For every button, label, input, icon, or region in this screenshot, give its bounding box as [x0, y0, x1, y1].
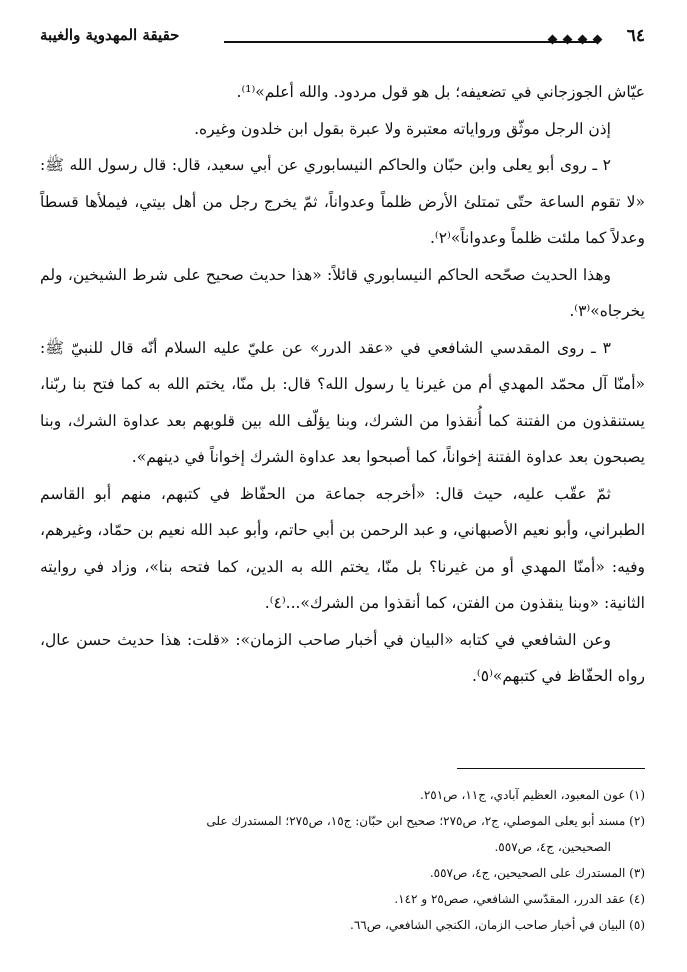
header-rule [224, 41, 599, 43]
paragraph: إذن الرجل موثّق ورواياته معتبرة ولا عبرة بقول ابن خلدون وغيره. [194, 119, 611, 138]
paragraph: وعن الشافعي في كتابه «البيان في أخبار صاحب الزمان»: «قلت: هذا حديث حسن عال، رواه الحفّاظ في كتبهم»⁽٥⁾. [40, 630, 645, 685]
footnote: (٣) المستدرك على الصحيحين، ج٤، ص٥٥٧. [429, 866, 645, 880]
paragraph: ٣ ـ روى المقدسي الشافعي في «عقد الدرر» عن عليّ عليه السلام أنّه قال للنبيّ ﷺ: «أمنّا آل محمّد المهدي أم من غيرنا يا رسول الله؟ قال: بل منّا، يختم الله به كما فتح بنا ربّنا، يستنقذون من الفتنة كما أُنقذوا من الشرك، وبنا يؤلّف الله بين قلوبهم بعد عداوة الشرك، وبنا يصبحون بعد عداوة الفتنة إخواناً، كما أصبحوا بعد عداوة الشرك إخواناً في دينهم». [40, 338, 645, 466]
ornament-diamond [563, 35, 573, 45]
ornament-diamond [548, 35, 558, 45]
footnote: (٢) مسند أبو يعلى الموصلي، ج٢، ص٢٧٥؛ صحيح ابن حبّان: ج١٥، ص٢٧٥؛ المستدرك على [206, 814, 645, 828]
footnote: (٤) عقد الدرر، المقدّسي الشافعي، صص٢٥ و ١٤٢. [394, 892, 645, 906]
page-header [40, 20, 645, 50]
paragraph: عيّاش الجوزجاني في تضعيفه؛ بل هو قول مردود. والله أعلم»⁽¹⁾. [236, 83, 645, 101]
main-text [40, 74, 645, 695]
paragraph: وهذا الحديث صحّحه الحاكم النيسابوري قائلاً: «هذا حديث صحيح على شرط الشيخين، ولم يخرجاه»⁽٣⁾. [40, 265, 645, 320]
paragraph: ثمّ عقّب عليه، حيث قال: «أخرجه جماعة من الحفّاظ في كتبهم، منهم أبو القاسم الطبراني، وأبو نعيم الأصبهاني، و عبد الرحمن بن أبي حاتم، وأبو عبد الله نعيم بن حمّاد، وغيرهم، وفيه: «أمنّا المهدي أو من غيرنا؟ بل منّا، يختم الله به الدين، كما فتحه بنا»، وزاد في روايته الثانية: «وبنا ينقذون من الفتن، كما أنقذوا من الشرك»...⁽٤⁾. [40, 484, 645, 612]
ornament-dots [549, 36, 601, 43]
page-number: ٦٤ [626, 26, 645, 46]
paragraph: ٢ ـ روى أبو يعلى وابن حبّان والحاكم النيسابوري عن أبي سعيد، قال: قال رسول الله ﷺ: «لا تقوم الساعة حتّى تمتلئ الأرض ظلماً وعدواناً، ثمّ يخرج رجل من أهل بيتي، فيملأها قسطاً وعدلاً كما ملئت ظلماً وعدواناً»⁽٢⁾. [40, 156, 645, 247]
footnote-continuation: الصحيحين، ج٤، ص٥٥٧. [494, 840, 611, 854]
footnote-separator [457, 768, 645, 769]
running-title: حقيقة المهدوية والغيبة [40, 26, 180, 44]
footnote: (٥) البيان في أخبار صاحب الزمان، الكنجي الشافعي، ص٦٦. [350, 918, 645, 932]
header-ornament [224, 40, 599, 44]
ornament-diamond [578, 35, 588, 45]
footnote: (١) عون المعبود، العظيم آبادي، ج١١، ص٢٥١. [419, 788, 645, 802]
ornament-diamond [593, 35, 603, 45]
footnotes [40, 782, 645, 938]
